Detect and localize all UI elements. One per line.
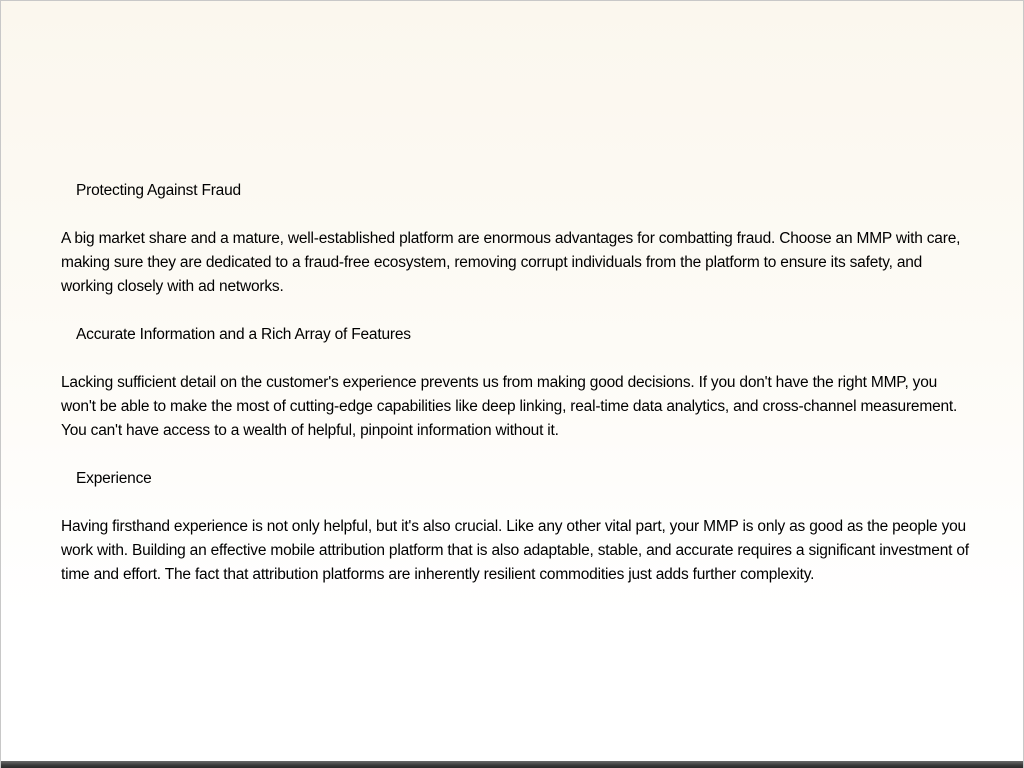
section-heading-experience: Experience: [76, 470, 152, 487]
section-heading-features: Accurate Information and a Rich Array of Features: [76, 326, 411, 343]
spacer: [61, 203, 971, 227]
slide-content: [61, 179, 971, 587]
spacer: [61, 299, 971, 323]
section-body-experience: Having firsthand experience is not only helpful, but it's also crucial. Like any other vital part, your MMP is only as good as the people you work with. Building an effective mobile attribution platform that is also adaptable, stable, and accurate requires a significant investment of time and effort. The fact that attribution platforms are inherently resilient commodities just adds further complexity.: [61, 518, 969, 583]
spacer: [61, 443, 971, 467]
spacer: [61, 491, 971, 515]
section-body-fraud: A big market share and a mature, well-established platform are enormous advantages for combatting fraud. Choose an MMP with care, making sure they are dedicated to a fraud-free ecosystem, removing corrupt individuals from the platform to ensure its safety, and working closely with ad networks.: [61, 230, 961, 295]
section-heading-fraud: Protecting Against Fraud: [76, 182, 241, 199]
section-body-features: Lacking sufficient detail on the customer's experience prevents us from making good decisions. If you don't have the right MMP, you won't be able to make the most of cutting-edge capabilities like deep linking, real-time data analytics, and cross-channel measurement. You can't have access to a wealth of helpful, pinpoint information without it.: [61, 374, 958, 439]
slide-bottom-bar: [1, 761, 1023, 768]
spacer: [61, 347, 971, 371]
